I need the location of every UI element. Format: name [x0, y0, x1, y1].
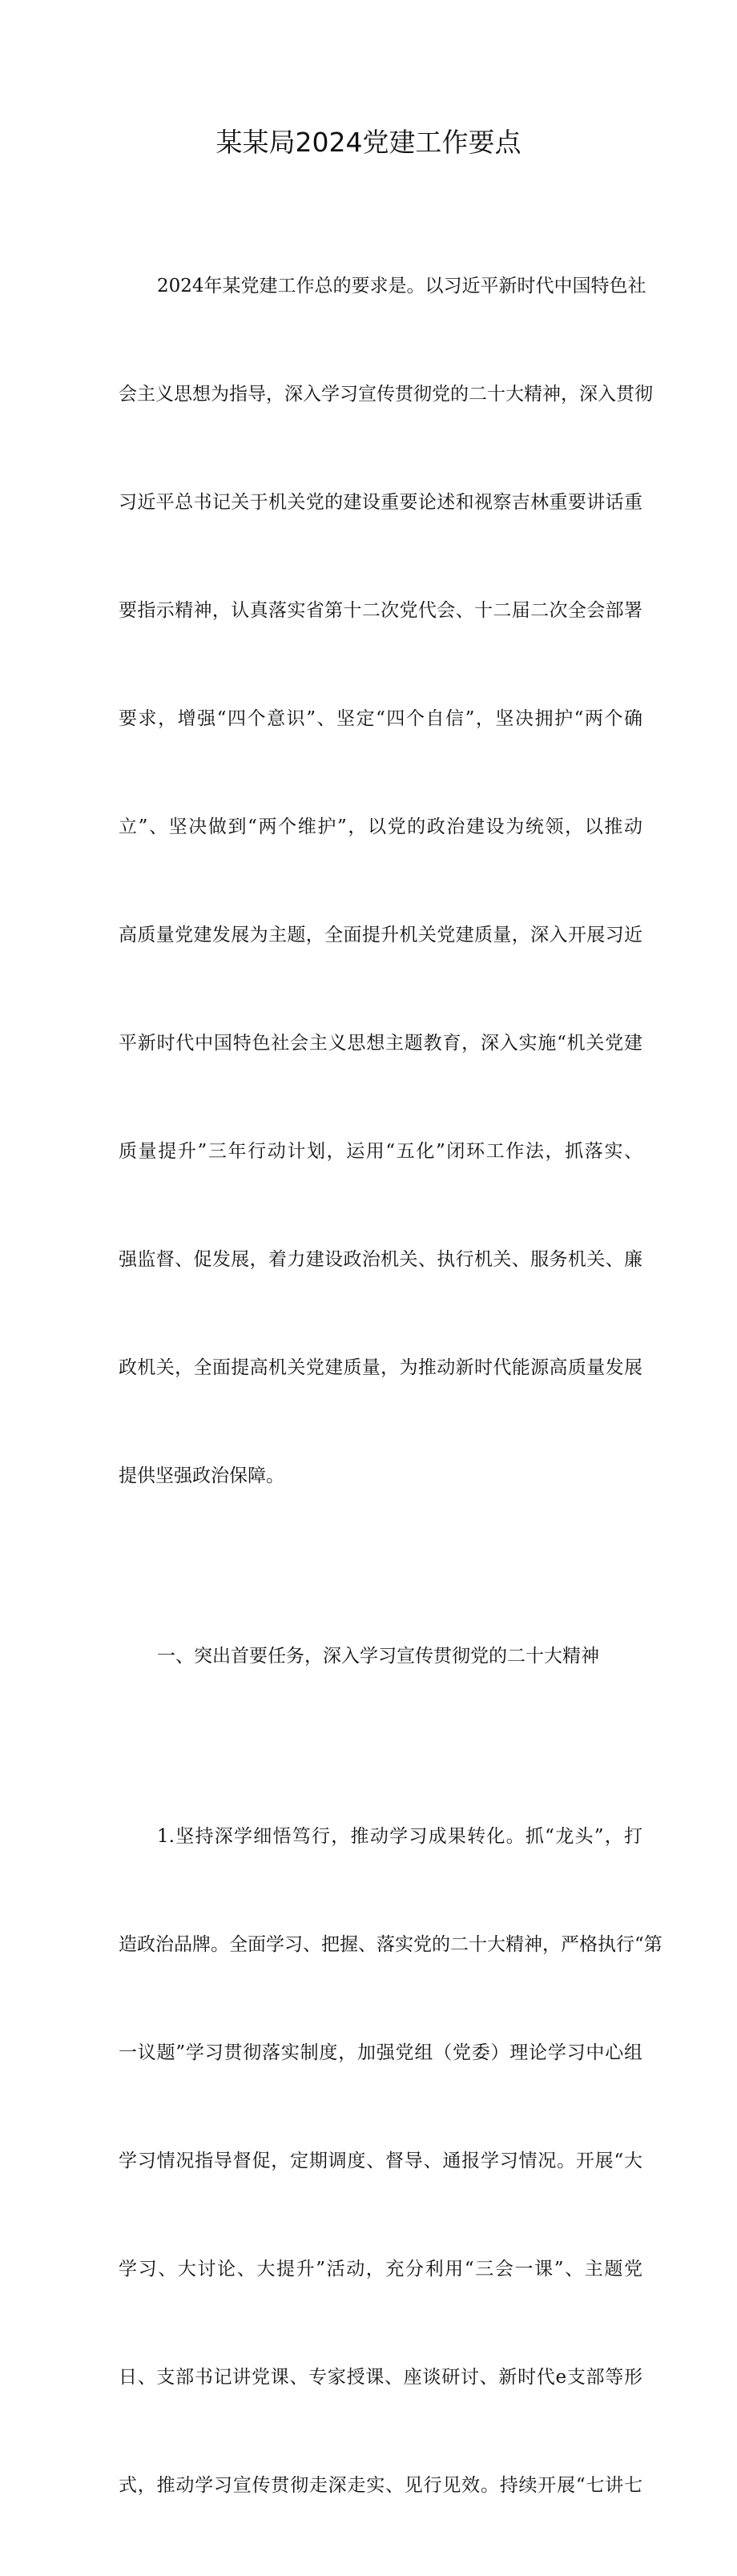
- document-body: [119, 196, 662, 2576]
- text-line: 学习、大讨论、大提升”活动，充分利用“三会一课”、主题党: [119, 2259, 642, 2280]
- section-heading-text: 一、突出首要任务，深入学习宣传贯彻党的二十大精神: [157, 1646, 599, 1667]
- text-line: 造政治品牌。全面学习、把握、落实党的二十大精神，严格执行“第: [119, 1934, 662, 1955]
- document-title: 某某局2024党建工作要点: [215, 127, 522, 158]
- intro-paragraph: [119, 196, 653, 1566]
- text-line: 政机关，全面提高机关党建质量，为推动新时代能源高质量发展: [119, 1357, 642, 1378]
- text-line: 1.坚持深学细悟笃行，推动学习成果转化。抓“龙头”，打: [157, 1826, 642, 1847]
- item-1-paragraph: [119, 1747, 662, 2576]
- section-heading: [119, 1566, 642, 1747]
- text-line: 日、支部书记讲党课、专家授课、座谈研讨、新时代e支部等形: [119, 2367, 642, 2388]
- text-line: 提供坚强政治保障。: [119, 1465, 284, 1486]
- text-line: 会主义思想为指导，深入学习宣传贯彻党的二十大精神，深入贯彻: [119, 384, 653, 405]
- text-line: 立”、坚决做到“两个维护”，以党的政治建设为统领，以推动: [119, 816, 642, 837]
- text-line: 平新时代中国特色社会主义思想主题教育，深入实施“机关党建: [119, 1033, 642, 1054]
- text-line: 2024年某党建工作总的要求是。以习近平新时代中国特色社: [157, 276, 646, 296]
- text-line: 要求，增强“四个意识”、坚定“四个自信”，坚决拥护“两个确: [119, 708, 642, 729]
- text-line: 习近平总书记关于机关党的建设重要论述和视察吉林重要讲话重: [119, 492, 642, 513]
- text-line: 一议题”学习贯彻落实制度，加强党组（党委）理论学习中心组: [119, 2042, 642, 2063]
- text-line: 强监督、促发展，着力建设政治机关、执行机关、服务机关、廉: [119, 1249, 642, 1270]
- text-line: 高质量党建发展为主题，全面提升机关党建质量，深入开展习近: [119, 925, 642, 945]
- text-line: 式，推动学习宣传贯彻走深走实、见行见效。持续开展“七讲七: [119, 2475, 642, 2496]
- text-line: 质量提升”三年行动计划，运用“五化”闭环工作法，抓落实、: [119, 1141, 642, 1162]
- text-line: 学习情况指导督促，定期调度、督导、通报学习情况。开展“大: [119, 2151, 642, 2171]
- text-line: 要指示精神，认真落实省第十二次党代会、十二届二次全会部署: [119, 600, 642, 621]
